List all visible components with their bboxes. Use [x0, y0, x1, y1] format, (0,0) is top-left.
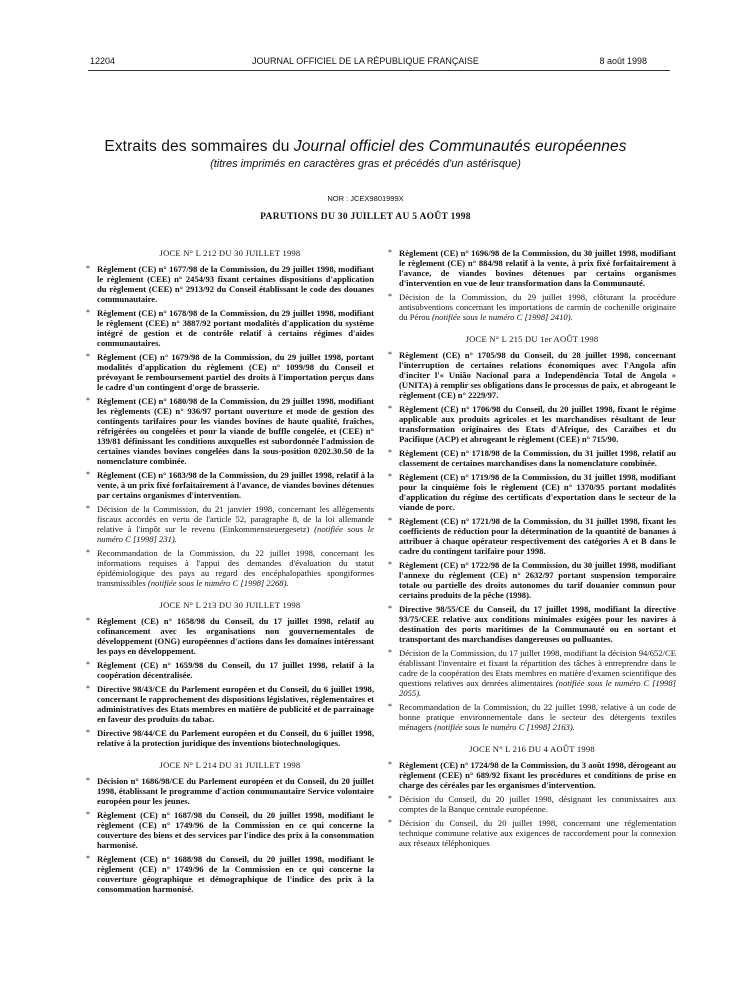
issue-date: 8 août 1998 [599, 56, 647, 66]
list-item: * Directive 98/44/CE du Parlement européen et du Conseil, du 6 juillet 1998, relative à la protection juridique des inventions biotechnologiques. [86, 728, 374, 748]
asterisk-icon: * [86, 470, 90, 479]
asterisk-icon: * [388, 404, 392, 413]
section-heading: JOCE N° L 216 DU 4 AOÛT 1998 [469, 744, 595, 754]
list-item: * Règlement (CE) n° 1705/98 du Conseil, du 28 juillet 1998, concernant l'interruption de certaines relations économiques avec l'Angola afin d'inciter l'« União Nacional para a Independência Total de Angola » (UNITA) à remplir ses obligations dans le processus de paix, et abrogeant le règlement (CE) n° 2229/97. [388, 350, 676, 400]
asterisk-icon: * [86, 264, 90, 273]
list-item: * Règlement (CE) n° 1677/98 de la Commission, du 29 juillet 1998, modifiant le règlement (CEE) n° 2454/93 fixant certaines dispositions d'application du règlement (CEE) n° 2913/92 du Conseil établissant le code des douanes communautaire. [86, 264, 374, 304]
list-item: * Règlement (CE) n° 1680/98 de la Commission, du 29 juillet 1998, modifiant les règlements (CE) n° 936/97 portant ouverture et mode de gestion des contingents tarifaires pour les viandes bovines de haute qualité, fraîches, réfrigérées ou congelées et pour la viande de buffle congelée, et (CEE) n° 139/81 définissant les conditions auxquelles est subordonnée l'admission de certaines viandes bovines congelées dans la sous-position 0202.30.50 de la nomenclature combinée. [86, 396, 374, 466]
asterisk-icon: * [388, 448, 392, 457]
list-item: * Règlement (CE) n° 1678/98 de la Commission, du 29 juillet 1998, modifiant le règlement (CEE) n° 3887/92 portant modalités d'application du système intégré de gestion et de contrôle relatif à certains régimes d'aides communautaires. [86, 308, 374, 348]
asterisk-icon: * [388, 560, 392, 569]
list-item: * Décision du Conseil, du 20 juillet 1998, concernant une réglementation technique commune relative aux exigences de raccordement pour la connexion aux réseaux téléphoniques [388, 818, 676, 848]
nor-reference: NOR : JCEX9801999X [327, 194, 404, 203]
list-item: * Règlement (CE) n° 1679/98 de la Commission, du 29 juillet 1998, portant modalités d'application du règlement (CE) n° 1099/98 du Conseil et prévoyant le remboursement partiel des droits à l'importation perçus dans le cadre d'un contingent d'orge de brasserie. [86, 352, 374, 392]
list-item: * Règlement (CE) n° 1718/98 de la Commission, du 31 juillet 1998, relatif au classement de certaines marchandises dans la nomenclature combinée. [388, 448, 676, 468]
list-item: * Règlement (CE) n° 1706/98 du Conseil, du 20 juillet 1998, fixant le régime applicable aux produits agricoles et les marchandises résultant de leur transformation originaires des Etats d'Afrique, des Caraïbes et du Pacifique (ACP) et abrogeant le règlement (CEE) n° 715/90. [388, 404, 676, 444]
page-header [0, 56, 731, 70]
asterisk-icon: * [86, 548, 90, 557]
section-heading: JOCE N° L 212 DU 30 JUILLET 1998 [159, 248, 301, 258]
asterisk-icon: * [388, 248, 392, 257]
asterisk-icon: * [388, 760, 392, 769]
main-title-italic: Journal officiel des Communautés européennes [293, 138, 627, 155]
list-item: * Décision de la Commission, du 21 janvier 1998, concernant les allégements fiscaux accordés en vertu de l'article 52, paragraphe 8, de la loi allemande relative à l'impôt sur le revenu (Einkommensteuergesetz) (notifiée sous le numéro C [1998] 231). [86, 504, 374, 544]
header-rule [88, 70, 670, 71]
asterisk-icon: * [388, 818, 392, 827]
section-heading: JOCE N° L 214 DU 31 JUILLET 1998 [159, 760, 301, 770]
list-item: * Décision n° 1686/98/CE du Parlement européen et du Conseil, du 20 juillet 1998, établissant le programme d'action communautaire Service volontaire européen pour les jeunes. [86, 776, 374, 806]
asterisk-icon: * [86, 352, 90, 361]
list-item: * Règlement (CE) n° 1722/98 de la Commission, du 30 juillet 1998, modifiant l'annexe du règlement (CE) n° 2632/97 portant suspension temporaire totale ou partielle des droits autonomes du tarif douanier commun pour certains produits de la pêche (1998). [388, 560, 676, 600]
list-item: * Règlement (CE) n° 1688/98 du Conseil, du 20 juillet 1998, modifiant le règlement (CE) n° 1749/96 de la Commission en ce qui concerne la couverture géographique et démographique de l'indice des prix à la consommation harmonisé. [86, 854, 374, 894]
right-column [388, 248, 676, 852]
parutions-heading: PARUTIONS DU 30 JUILLET AU 5 AOÛT 1998 [260, 212, 471, 222]
asterisk-icon: * [86, 396, 90, 405]
asterisk-icon: * [86, 616, 90, 625]
asterisk-icon: * [86, 308, 90, 317]
main-title: Extraits des sommaires du Journal officiel des Communautés européennes [104, 138, 627, 155]
asterisk-icon: * [388, 648, 392, 657]
left-column [86, 248, 374, 898]
list-item: * Décision de la Commission, du 17 juillet 1998, modifiant la décision 94/652/CE établissant l'inventaire et fixant la répartition des tâches à entreprendre dans le cadre de la coopération des Etats membres en matière d'examen scientifique des questions relatives aux denrées alimentaires (notifiée sous le numéro C [1998] 2055). [388, 648, 676, 698]
asterisk-icon: * [388, 702, 392, 711]
list-item: * Recommandation de la Commission, du 22 juillet 1998, concernant les informations requises à l'appui des demandes d'évaluation du statut épidémiologique des pays au regard des encéphalopathies spongiformes transmissibles (notifiée sous le numéro C [1998] 2268). [86, 548, 374, 588]
list-item: * Règlement (CE) n° 1724/98 de la Commission, du 3 août 1998, dérogeant au règlement (CEE) n° 689/92 fixant les procédures et conditions de prise en charge des céréales par les organismes d'intervention. [388, 760, 676, 790]
list-item: * Règlement (CE) n° 1719/98 de la Commission, du 31 juillet 1998, modifiant pour la cinquième fois le règlement (CE) n° 1370/95 portant modalités d'application du régime des certificats d'exportation dans le secteur de la viande de porc. [388, 472, 676, 512]
asterisk-icon: * [388, 292, 392, 301]
list-item: * Règlement (CE) n° 1683/98 de la Commission, du 29 juillet 1998, relatif à la vente, à un prix fixé forfaitairement à l'avance, de viandes bovines détenues par certains organismes d'intervention. [86, 470, 374, 500]
list-item: * Décision de la Commission, du 29 juillet 1998, clôturant la procédure antisubventions concernant les importations de carmin de cochenille originaire du Pérou (notifiée sous le numéro C [1998] 2410). [388, 292, 676, 322]
list-item: * Directive 98/55/CE du Conseil, du 17 juillet 1998, modifiant la directive 93/75/CEE relative aux conditions minimales exigées pour les navires à destination des ports maritimes de la Communauté ou en sortant et transportant des marchandises dangereuses ou polluantes. [388, 604, 676, 644]
asterisk-icon: * [86, 776, 90, 785]
list-item: * Règlement (CE) n° 1687/98 du Conseil, du 20 juillet 1998, modifiant le règlement (CE) n° 1749/96 de la Commission en ce qui concerne la couverture des biens et des services par l'indice des prix à la consommation harmonisé. [86, 810, 374, 850]
asterisk-icon: * [388, 472, 392, 481]
section-heading: JOCE N° L 215 DU 1er AOÛT 1998 [465, 334, 599, 344]
asterisk-icon: * [86, 504, 90, 513]
list-item: * Règlement (CE) n° 1696/98 de la Commission, du 30 juillet 1998, modifiant le règlement (CE) n° 884/98 relatif à la vente, à prix fixé forfaitairement à l'avance, de viandes bovines détenues par certains organismes d'intervention en vue de leur transformation dans la Communauté. [388, 248, 676, 288]
asterisk-icon: * [86, 854, 90, 863]
list-item: * Règlement (CE) n° 1721/98 de la Commission, du 31 juillet 1998, fixant les coefficients de réduction pour la détermination de la quantité de bananes à attribuer à chaque opérateur respectivement des catégories A et B dans le cadre du contingent tarifaire pour 1998. [388, 516, 676, 556]
asterisk-icon: * [86, 684, 90, 693]
list-item: * Recommandation de la Commission, du 22 juillet 1998, relative à un code de bonne pratique environnementale dans le secteur des détergents textiles ménagers (notifiée sous le numéro C [1998] 2163). [388, 702, 676, 732]
page-number: 12204 [90, 56, 116, 66]
subtitle: (titres imprimés en caractères gras et précédés d'un astérisque) [210, 158, 521, 170]
asterisk-icon: * [86, 810, 90, 819]
journal-title: JOURNAL OFFICIEL DE LA RÉPUBLIQUE FRANÇAISE [252, 56, 479, 66]
list-item: * Règlement (CE) n° 1658/98 du Conseil, du 17 juillet 1998, relatif au cofinancement avec les organisations non gouvernementales de développement (ONG) européennes d'actions dans les domaines intéressant les pays en développement. [86, 616, 374, 656]
asterisk-icon: * [388, 794, 392, 803]
section-heading: JOCE N° L 213 DU 30 JUILLET 1998 [159, 600, 301, 610]
list-item: * Décision du Conseil, du 20 juillet 1998, désignant les commissaires aux comptes de la Banque centrale européenne. [388, 794, 676, 814]
asterisk-icon: * [388, 350, 392, 359]
list-item: * Directive 98/43/CE du Parlement européen et du Conseil, du 6 juillet 1998, concernant le rapprochement des dispositions législatives, réglementaires et administratives des Etats membres en matière de publicité et de parrainage en faveur des produits du tabac. [86, 684, 374, 724]
asterisk-icon: * [388, 516, 392, 525]
list-item: * Règlement (CE) n° 1659/98 du Conseil, du 17 juillet 1998, relatif à la coopération décentralisée. [86, 660, 374, 680]
asterisk-icon: * [86, 660, 90, 669]
asterisk-icon: * [86, 728, 90, 737]
asterisk-icon: * [388, 604, 392, 613]
